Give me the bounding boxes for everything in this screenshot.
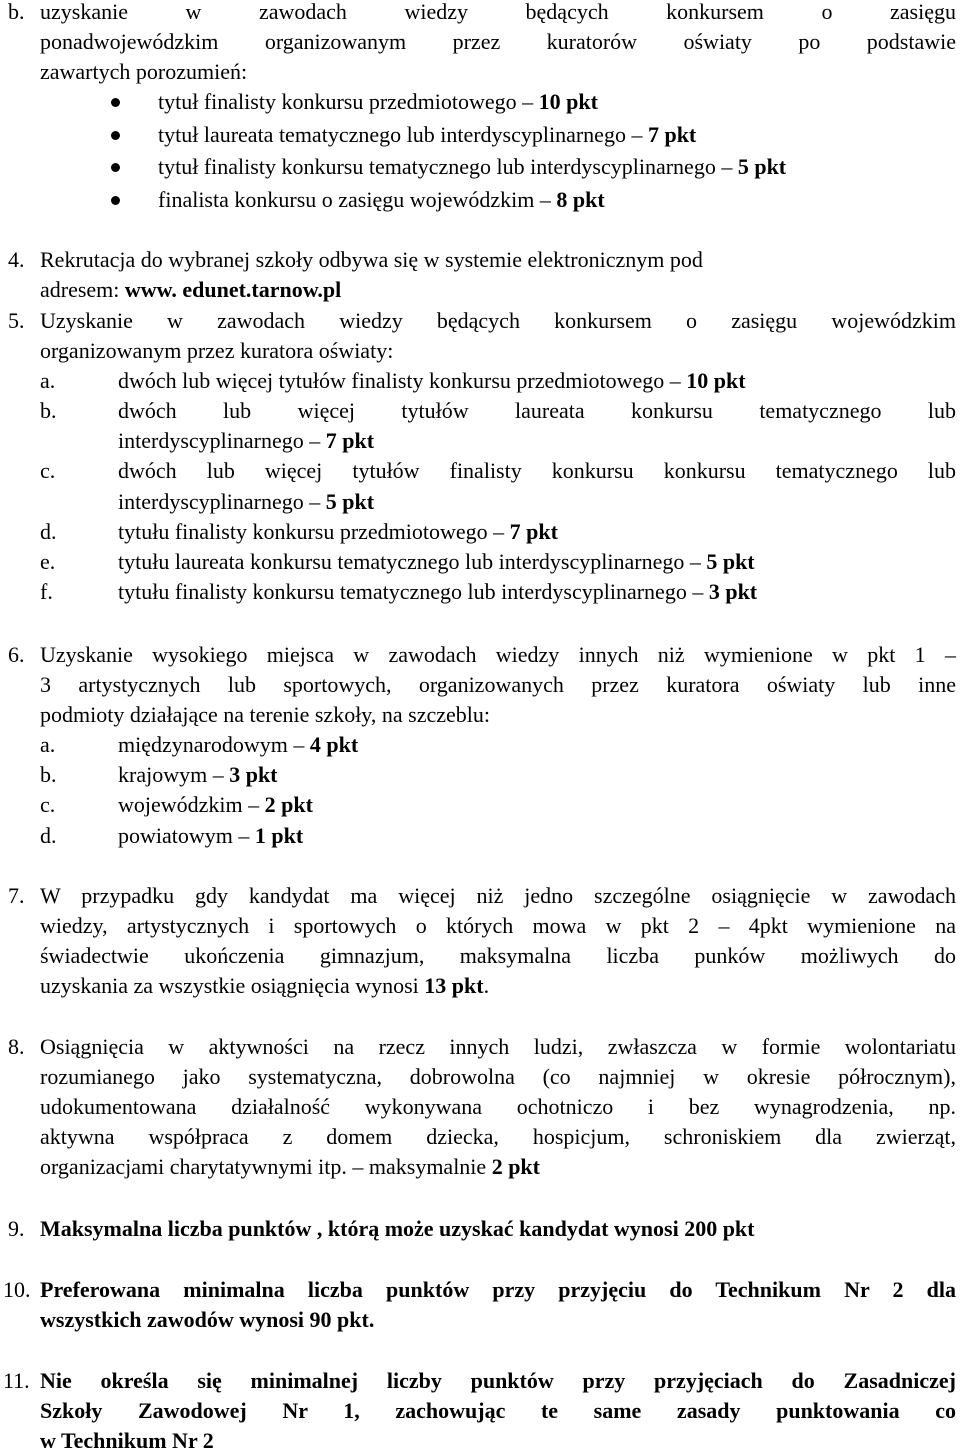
- section-8-points: 2 pkt: [491, 1154, 540, 1180]
- section-5-item-b: [0, 396, 956, 456]
- section-10-number: 10.: [3, 1277, 31, 1302]
- section-11-number: 11.: [3, 1368, 30, 1393]
- bullet-points: 10 pkt: [538, 89, 598, 114]
- section-8-line-2: rozumianego jako systematyczna, dobrowolna (co najmniej w okresie półrocznym),: [40, 1064, 956, 1090]
- section-7-number: 7.: [8, 883, 25, 908]
- section-9: [0, 1214, 956, 1244]
- item-points: 2 pkt: [264, 792, 313, 818]
- section-11-line-2: Szkoły Zawodowej Nr 1, zachowując te same zasady punktowania co: [40, 1398, 956, 1424]
- section-8-line-1: Osiągnięcia w aktywności na rzecz innych ludzi, zwłaszcza w formie wolontariatu: [40, 1034, 956, 1059]
- bullet-text: tytuł laureata tematycznego lub interdyscyplinarnego –: [158, 121, 648, 147]
- section-5-line-1: Uzyskanie w zawodach wiedzy będących konkursem o zasięgu wojewódzkim: [40, 308, 956, 333]
- section-b-bullet-list: [0, 87, 960, 217]
- section-4-line-2-prefix: adresem:: [40, 277, 125, 303]
- section-b-line-3: zawartych porozumień:: [40, 59, 248, 85]
- section-6: [0, 640, 956, 851]
- section-5-item-e: [0, 547, 956, 577]
- bullet-item: [0, 120, 960, 153]
- section-4-url-link[interactable]: www. edunet.tarnow.pl: [124, 277, 342, 303]
- section-9-number: 9.: [8, 1216, 25, 1241]
- item-points: 5 pkt: [706, 548, 755, 574]
- section-b: [0, 0, 956, 87]
- section-11-line-1: Nie określa się minimalnej liczby punktów przy przyjęciach do Zasadniczej: [40, 1368, 956, 1393]
- item-points: 1 pkt: [254, 822, 304, 848]
- item-label: b.: [40, 398, 57, 424]
- section-11-line-3: w Technikum Nr 2: [40, 1428, 214, 1454]
- section-8-line-5: organizacjami charytatywnymi itp. – maksymalnie: [40, 1154, 492, 1180]
- section-6-item-c: [0, 790, 956, 820]
- bullet-icon: [111, 98, 120, 107]
- section-5: [0, 306, 956, 607]
- item-label: b.: [40, 762, 57, 788]
- section-7-line-4: uzyskania za wszystkie osiągnięcia wynosi: [40, 973, 425, 999]
- item-text: dwóch lub więcej tytułów finalisty konkursu konkursu tematycznego lub: [118, 458, 956, 484]
- item-label: c.: [40, 458, 56, 484]
- item-label: c.: [40, 792, 56, 818]
- section-10-line-1: Preferowana minimalna liczba punktów przy przyjęciu do Technikum Nr 2 dla: [40, 1277, 956, 1302]
- item-text: międzynarodowym –: [118, 732, 310, 758]
- item-text: tytułu finalisty konkursu tematycznego lub interdyscyplinarnego –: [118, 578, 709, 604]
- item-text: dwóch lub więcej tytułów finalisty konkursu przedmiotowego –: [118, 368, 687, 394]
- bullet-icon: [111, 196, 120, 205]
- item-text: interdyscyplinarnego –: [118, 488, 326, 514]
- section-7: [0, 881, 956, 1001]
- bullet-item: [0, 185, 960, 218]
- section-10: [0, 1275, 956, 1335]
- section-8: [0, 1032, 956, 1182]
- section-6-item-d: [0, 821, 956, 851]
- section-8-line-4: aktywna współpraca z domem dziecka, hospicjum, schroniskiem dla zwierząt,: [40, 1124, 956, 1150]
- item-label: a.: [40, 732, 56, 758]
- item-label: a.: [40, 368, 56, 394]
- item-text: krajowym –: [118, 762, 230, 788]
- section-7-points: 13 pkt: [424, 973, 484, 999]
- section-7-line-4-suffix: .: [483, 973, 490, 999]
- section-8-line-3: udokumentowana działalność wykonywana ochotniczo i bez wynagrodzenia, np.: [40, 1094, 956, 1120]
- item-points: 5 pkt: [325, 488, 375, 514]
- item-text: interdyscyplinarnego –: [118, 428, 326, 454]
- bullet-item: [0, 87, 960, 120]
- section-4: [0, 245, 956, 305]
- bullet-points: 5 pkt: [737, 154, 787, 179]
- bullet-icon: [111, 131, 120, 140]
- item-points: 3 pkt: [229, 762, 278, 788]
- item-text: wojewódzkim –: [118, 792, 265, 818]
- section-5-number: 5.: [8, 308, 25, 333]
- item-points: 4 pkt: [309, 732, 359, 758]
- section-b-line-1: uzyskanie w zawodach wiedzy będących konkursem o zasięgu: [40, 0, 956, 24]
- section-5-item-c: [0, 456, 956, 516]
- item-points: 7 pkt: [325, 428, 375, 454]
- section-6-line-3: podmioty działające na terenie szkoły, na szczeblu:: [40, 702, 490, 728]
- section-7-line-3: świadectwie ukończenia gimnazjum, maksymalna liczba punków możliwych do: [40, 943, 956, 969]
- section-10-line-2: wszystkich zawodów wynosi 90 pkt.: [40, 1307, 375, 1333]
- section-8-number: 8.: [8, 1034, 25, 1059]
- section-5-item-d: [0, 517, 956, 547]
- section-11: [0, 1366, 956, 1456]
- section-b-line-2: ponadwojewódzkim organizowanym przez kuratorów oświaty po podstawie: [40, 29, 956, 55]
- section-4-number: 4.: [8, 247, 25, 272]
- item-text: tytułu laureata konkursu tematycznego lub interdyscyplinarnego –: [118, 548, 707, 574]
- bullet-text: tytuł finalisty konkursu przedmiotowego –: [158, 89, 539, 114]
- section-6-number: 6.: [8, 642, 25, 667]
- section-6-item-a: [0, 730, 956, 760]
- item-points: 7 pkt: [509, 518, 558, 544]
- bullet-points: 8 pkt: [556, 186, 605, 212]
- bullet-points: 7 pkt: [647, 121, 697, 147]
- section-4-line-1: Rekrutacja do wybranej szkoły odbywa się w systemie elektronicznym pod: [40, 247, 703, 272]
- item-text: tytułu finalisty konkursu przedmiotowego –: [118, 518, 510, 544]
- bullet-text: finalista konkursu o zasięgu wojewódzkim –: [158, 186, 557, 212]
- bullet-item: [0, 152, 960, 185]
- bullet-icon: [111, 163, 120, 172]
- item-label: d.: [40, 518, 57, 544]
- section-b-label: b.: [8, 0, 25, 24]
- item-label: e.: [40, 548, 56, 574]
- item-label: f.: [40, 578, 53, 604]
- section-6-line-1: Uzyskanie wysokiego miejsca w zawodach wiedzy innych niż wymienione w pkt 1 –: [40, 642, 956, 667]
- section-7-line-1: W przypadku gdy kandydat ma więcej niż jedno szczególne osiągnięcie w zawodach: [40, 883, 956, 908]
- section-5-line-2: organizowanym przez kuratora oświaty:: [40, 338, 394, 364]
- item-label: d.: [40, 822, 57, 848]
- section-6-item-b: [0, 760, 956, 790]
- section-9-text: Maksymalna liczba punktów , którą może uzyskać kandydat wynosi 200 pkt: [40, 1216, 755, 1241]
- section-5-item-f: [0, 577, 956, 607]
- item-points: 3 pkt: [708, 578, 758, 604]
- item-text: powiatowym –: [118, 822, 255, 848]
- item-points: 10 pkt: [686, 368, 746, 394]
- section-7-line-2: wiedzy, artystycznych i sportowych o których mowa w pkt 2 – 4pkt wymienione na: [40, 913, 956, 939]
- section-6-line-2: 3 artystycznych lub sportowych, organizowanych przez kuratora oświaty lub inne: [40, 672, 956, 698]
- bullet-text: tytuł finalisty konkursu tematycznego lub interdyscyplinarnego –: [158, 154, 738, 179]
- item-text: dwóch lub więcej tytułów laureata konkursu tematycznego lub: [118, 398, 956, 424]
- section-5-item-a: [0, 366, 956, 396]
